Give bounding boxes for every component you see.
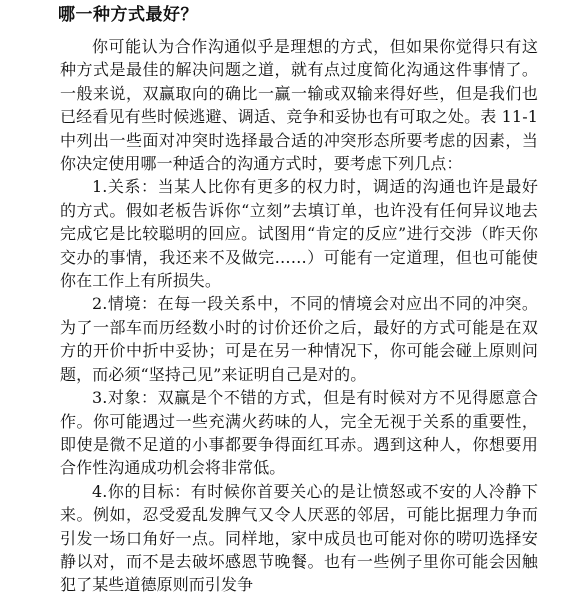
paragraph-intro: 你可能认为合作沟通似乎是理想的方式，但如果你觉得只有这种方式是最佳的解决问题之道，就有点过度简化沟通这件事情了。一般来说，双赢取向的确比一赢一输或双输来得好些，但是我们也已经看见有些时候逃避、调适、竞争和妥协也有可取之处。表 11-1 中列出一些面对冲突时选择最合适的冲突形态所要考虑的因素，当你决定使用哪一种适合的沟通方式时，要考虑下列几点： <box>60 37 538 174</box>
paragraph-relationship: 1.关系：当某人比你有更多的权力时，调适的沟通也许是最好的方式。假如老板告诉你“立刻”去填订单，也许没有任何异议地去完成它是比较聪明的回应。试图用“肯定的反应”进行交涉（昨天你交办的事情，我还来不及做完……）可能有一定道理，但也可能使你在工作上有所损失。 <box>60 177 538 291</box>
section-heading: 哪一种方式最好？ <box>58 5 198 25</box>
paragraph-situation: 2.情境：在每一段关系中，不同的情境会对应出不同的冲突。为了一部车而历经数小时的讨价还价之后，最好的方式可能是在双方的开价中折中妥协；可是在另一种情况下，你可能会碰上原则问题，而必须“坚持己见”来证明自己是对的。 <box>60 294 538 384</box>
paragraph-other-party: 3.对象：双赢是个不错的方式，但是有时候对方不见得愿意合作。你可能遇过一些充满火药味的人，完全无视于关系的重要性，即使是微不足道的小事都要争得面红耳赤。遇到这种人，你想要用合作性沟通成功机会将非常低。 <box>60 388 538 478</box>
body-text <box>60 35 538 597</box>
paragraph-your-goal: 4.你的目标：有时候你首要关心的是让愤怒或不安的人冷静下来。例如，忍受爱乱发脾气又令人厌恶的邻居，可能比据理力争而引发一场口角好一点。同样地，家中成员也可能对你的唠叨选择安静以对，而不是去破坏感恩节晚餐。也有一些例子里你可能会因触犯了某些道德原则而引发争 <box>60 481 538 595</box>
